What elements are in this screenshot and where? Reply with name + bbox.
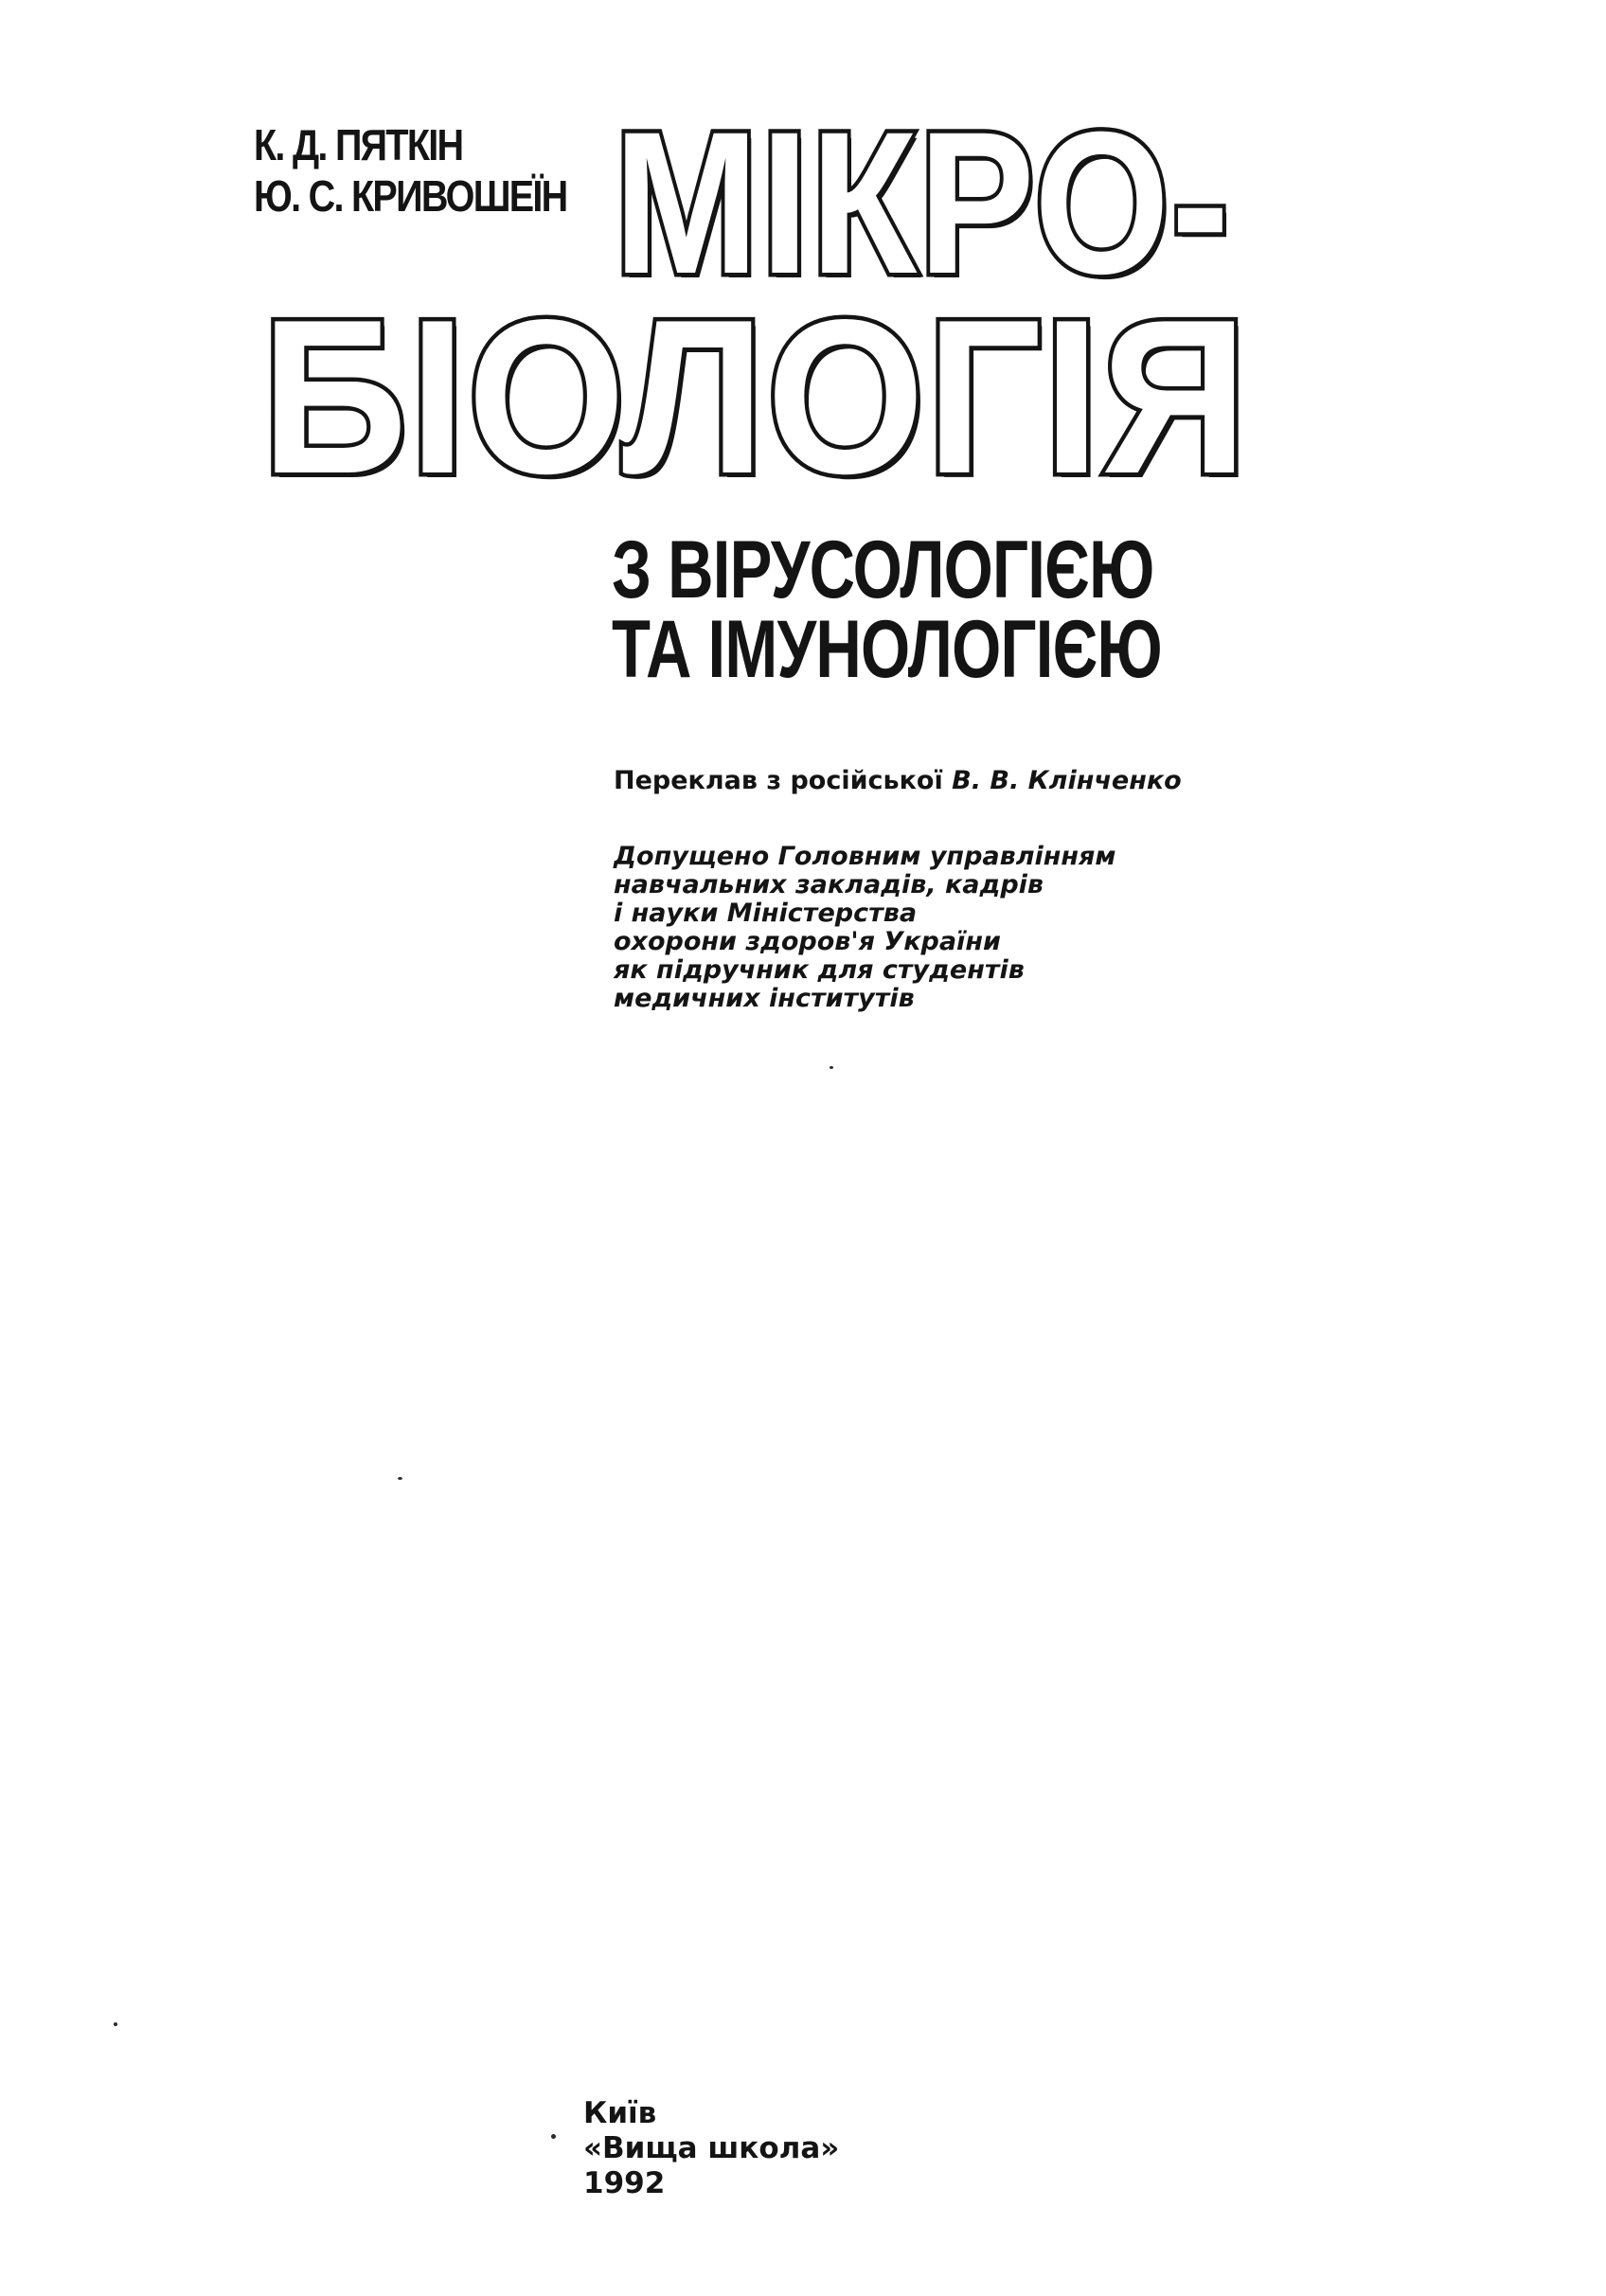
book-subtitle [612, 525, 1162, 695]
approval-line: як підручник для студентів [614, 955, 1025, 985]
publisher-imprint [583, 2096, 839, 2201]
translator-prefix: Переклав з російської [614, 766, 943, 795]
author-name: К. Д. ПЯТКІН [254, 120, 463, 169]
imprint-year: 1992 [583, 2166, 666, 2200]
scan-speck [830, 1066, 833, 1069]
imprint-publisher: «Вища школа» [583, 2131, 840, 2165]
subtitle-line: З ВІРУСОЛОГІЄЮ [612, 525, 1154, 615]
scan-speck [398, 1477, 402, 1480]
approval-line: і науки Міністерства [614, 899, 918, 928]
scan-speck [114, 2022, 117, 2026]
authors-block [254, 119, 566, 222]
author-name: Ю. С. КРИВОШЕЇН [254, 171, 567, 221]
book-title-line-1: МІКРО- [614, 90, 1231, 316]
approval-statement [614, 843, 1115, 1013]
approval-line: медичних інститутів [614, 984, 915, 1013]
imprint-city: Київ [583, 2096, 657, 2130]
approval-line: навчальних закладів, кадрів [614, 870, 1044, 899]
approval-line: Допущено Головним управлінням [614, 842, 1116, 871]
book-title-line-2: БІОЛОГІЯ [261, 275, 1250, 520]
subtitle-line: ТА ІМУНОЛОГІЄЮ [612, 604, 1162, 695]
approval-line: охорони здоров'я України [614, 927, 1001, 956]
scan-speck [551, 2134, 556, 2139]
translator-name: В. В. Клінченко [952, 766, 1182, 795]
translator-credit [614, 765, 1182, 797]
